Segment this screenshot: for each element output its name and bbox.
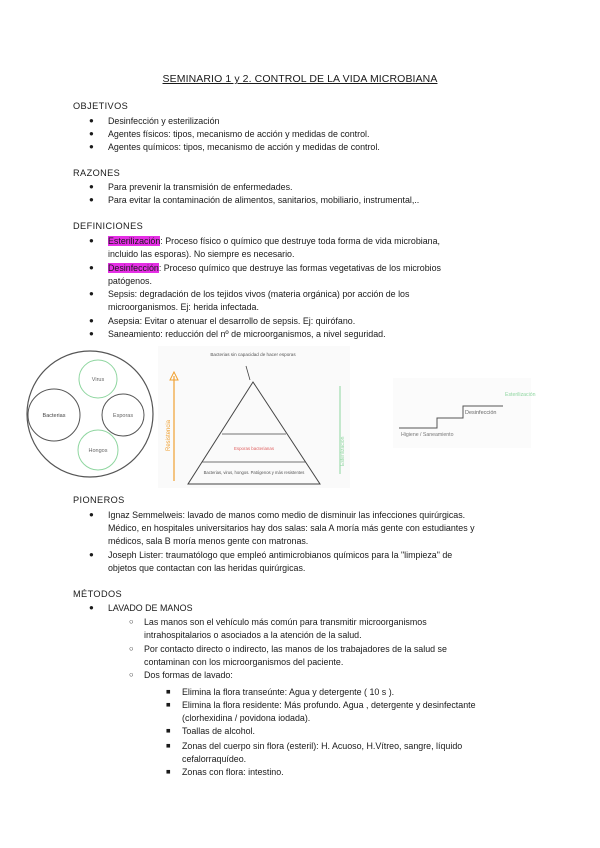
pyramid-bottom-label: Bacterias, virus, hongos. Patógenos y más resistentes bbox=[203, 470, 305, 475]
pionero-semmelweis-cont2: médicos, sala B moría menos gente con matronas. bbox=[108, 536, 309, 546]
square-bullet: ■ bbox=[166, 741, 171, 750]
circle-bullet: ○ bbox=[129, 670, 134, 679]
objetivo-item-3: Agentes químicos: tipos, mecanismo de acción y medidas de control. bbox=[108, 142, 380, 152]
pioneros-heading: PIONEROS bbox=[73, 495, 125, 505]
axis-resistencia: Resistencia bbox=[166, 419, 172, 451]
bullet: ● bbox=[89, 195, 94, 204]
definiciones-heading: DEFINICIONES bbox=[73, 221, 144, 231]
axis-esterilizacion: Esterilización bbox=[340, 436, 346, 466]
square-bullet: ■ bbox=[166, 767, 171, 776]
lavado-sub-2-cont: contaminan con los microorganismos del paciente. bbox=[144, 657, 344, 667]
lavado-sub-1-cont: intrahospitalarios o asociados a la atención de la salud. bbox=[144, 630, 362, 640]
bullet: ● bbox=[89, 289, 94, 298]
forma-4-cont: cefalorraquídeo. bbox=[182, 754, 247, 764]
forma-1: Elimina la flora transeúnte: Agua y detergente ( 10 s ). bbox=[182, 687, 395, 697]
circle-label-esporas: Esporas bbox=[112, 413, 134, 419]
razon-item-2: Para evitar la contaminación de alimentos, sanitarios, mobiliario, instrumental,.. bbox=[108, 195, 420, 205]
circle-label-virus: Virus bbox=[91, 377, 105, 383]
square-bullet: ■ bbox=[166, 700, 171, 709]
def-esterilizacion: Esterilización: Proceso físico o químico que destruye toda forma de vida microbiana, bbox=[108, 236, 441, 246]
step-label-desinfeccion: Desinfección bbox=[465, 410, 497, 416]
objetivos-heading: OBJETIVOS bbox=[73, 101, 129, 111]
objetivo-item-1: Desinfección y esterilización bbox=[108, 116, 220, 126]
bullet: ● bbox=[89, 510, 94, 519]
pyramid-top-label: Bacterias sin capacidad de hacer esporas bbox=[210, 352, 296, 357]
pyramid-mid-label: Esporas bacterianas bbox=[233, 446, 275, 451]
circle-bullet: ○ bbox=[129, 644, 134, 653]
metodos-heading: MÉTODOS bbox=[73, 589, 123, 599]
highlight-esterilizacion: Esterilización bbox=[108, 236, 161, 246]
forma-3: Toallas de alcohol. bbox=[182, 726, 256, 736]
def-esterilizacion-cont: incluido las esporas). No siempre es necesario. bbox=[108, 249, 295, 259]
bullet: ● bbox=[89, 236, 94, 245]
metodo-lavado-manos: LAVADO DE MANOS bbox=[108, 603, 193, 613]
bullet: ● bbox=[89, 116, 94, 125]
bullet: ● bbox=[89, 182, 94, 191]
pionero-lister-cont: objetos que contactan con las heridas quirúrgicas. bbox=[108, 563, 306, 573]
step-label-esterilizacion: Esterilización bbox=[505, 392, 536, 398]
bullet: ● bbox=[89, 329, 94, 338]
lavado-sub-2: Por contacto directo o indirecto, las manos de los trabajadores de la salud se bbox=[144, 644, 447, 654]
forma-4: Zonas del cuerpo sin flora (esteril): H. Acuoso, H.Vítreo, sangre, líquido bbox=[182, 741, 463, 751]
page-title: SEMINARIO 1 y 2. CONTROL DE LA VIDA MICROBIANA bbox=[162, 73, 438, 85]
lavado-sub-1: Las manos son el vehículo más común para transmitir microorganismos bbox=[144, 617, 427, 627]
objetivo-item-2: Agentes físicos: tipos, mecanismo de acción y medidas de control. bbox=[108, 129, 370, 139]
step-label-higiene: Higiene / Saneamiento bbox=[401, 432, 454, 438]
def-asepsia: Asepsia: Evitar o atenuar el desarrollo de sepsis. Ej: quirófano. bbox=[108, 316, 356, 326]
def-desinfeccion: Desinfección: Proceso químico que destruye las formas vegetativas de los microbios bbox=[108, 263, 441, 273]
lavado-sub-3: Dos formas de lavado: bbox=[144, 670, 233, 680]
forma-2-cont: (clorhexidina / povidona iodada). bbox=[182, 713, 311, 723]
bullet: ● bbox=[89, 142, 94, 151]
sketch-steps bbox=[393, 378, 536, 448]
highlight-desinfeccion: Desinfección bbox=[108, 263, 159, 273]
bullet: ● bbox=[89, 550, 94, 559]
bullet: ● bbox=[89, 263, 94, 272]
razones-heading: RAZONES bbox=[73, 168, 121, 178]
circle-label-bacterias: Bacterias bbox=[42, 413, 66, 419]
sketch-pyramid bbox=[158, 346, 350, 488]
square-bullet: ■ bbox=[166, 726, 171, 735]
sketch-circles bbox=[20, 346, 160, 482]
pionero-semmelweis-cont1: Médico, en hospitales universitarios hay dos salas: sala A moría más gente con estudiantes y bbox=[108, 523, 475, 533]
square-bullet: ■ bbox=[166, 687, 171, 696]
forma-2: Elimina la flora residente: Más profundo. Agua , detergente y desinfectante bbox=[182, 700, 476, 710]
def-sepsis: Sepsis: degradación de los tejidos vivos (materia orgánica) por acción de los bbox=[108, 289, 410, 299]
bullet: ● bbox=[89, 129, 94, 138]
circle-bullet: ○ bbox=[129, 617, 134, 626]
pionero-semmelweis: Ignaz Semmelweis: lavado de manos como medio de disminuir las infecciones quirúrgicas. bbox=[108, 510, 466, 520]
def-desinfeccion-cont: patógenos. bbox=[108, 276, 152, 286]
circle-label-hongos: Hongos bbox=[88, 448, 108, 454]
pionero-lister: Joseph Lister: traumatólogo que empleó antimicrobianos químicos para la "limpieza" de bbox=[108, 550, 453, 560]
bullet: ● bbox=[89, 316, 94, 325]
def-sepsis-cont: microorganismos. Ej: herida infectada. bbox=[108, 302, 259, 312]
def-saneamiento: Saneamiento: reducción del nº de microorganismos, a nivel seguridad. bbox=[108, 329, 386, 339]
bullet: ● bbox=[89, 603, 94, 612]
razon-item-1: Para prevenir la transmisión de enfermedades. bbox=[108, 182, 293, 192]
forma-5: Zonas con flora: intestino. bbox=[182, 767, 284, 777]
